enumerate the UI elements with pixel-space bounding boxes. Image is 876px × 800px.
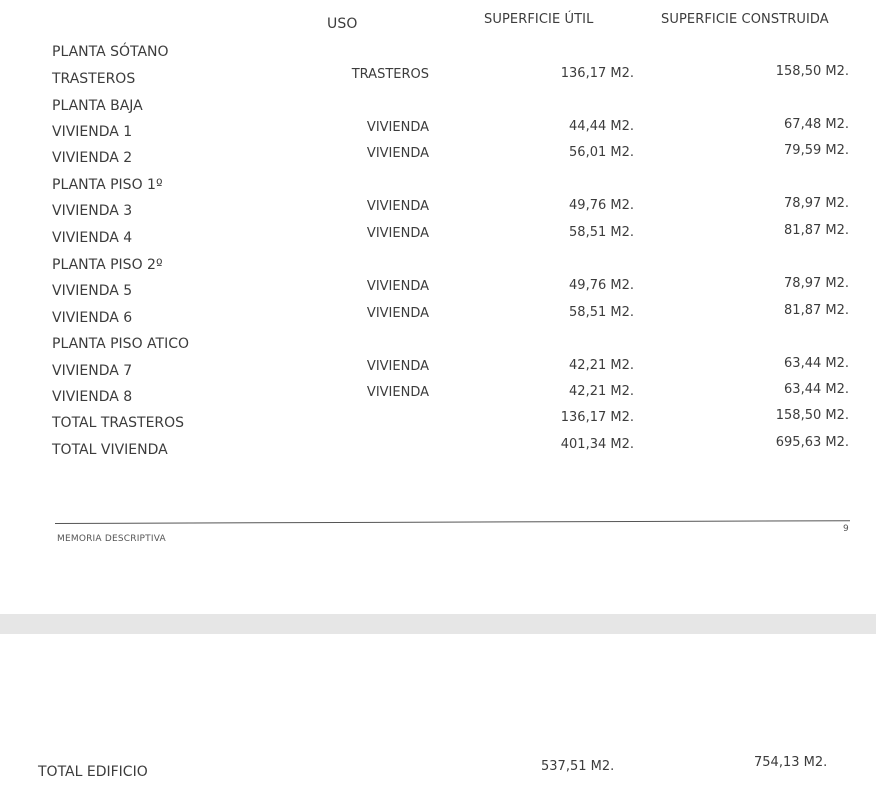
- row-superficie-construida: 158,50 M2.: [775, 408, 849, 423]
- row-superficie-util: 136,17 M2.: [560, 66, 634, 81]
- row-label: VIVIENDA 8: [52, 389, 133, 405]
- row-superficie-util: 42,21 M2.: [569, 358, 634, 373]
- row-label: VIVIENDA 4: [52, 230, 133, 246]
- row-superficie-util: 44,44 M2.: [569, 119, 634, 134]
- row-label: VIVIENDA 3: [52, 203, 133, 219]
- row-superficie-construida: 78,97 M2.: [784, 276, 849, 291]
- row-label: PLANTA SÓTANO: [52, 44, 169, 60]
- row-uso: VIVIENDA: [366, 279, 429, 294]
- row-label: PLANTA PISO 1º: [52, 177, 163, 193]
- row-superficie-util: 49,76 M2.: [569, 198, 634, 213]
- row-uso: VIVIENDA: [366, 359, 429, 374]
- table-row: [0, 177, 876, 201]
- row-uso: TRASTEROS: [351, 67, 429, 82]
- row-label: VIVIENDA 6: [52, 310, 133, 326]
- table-row: [0, 64, 876, 95]
- page-separator: [0, 614, 876, 634]
- total-edificio-construida: 754,13 M2.: [754, 755, 828, 770]
- row-uso: VIVIENDA: [366, 226, 429, 241]
- table-row: [0, 336, 876, 360]
- row-superficie-construida: 79,59 M2.: [784, 143, 849, 158]
- table-row: [0, 44, 876, 68]
- row-uso: VIVIENDA: [366, 146, 429, 161]
- table-row: [0, 276, 876, 307]
- row-label: TOTAL VIVIENDA: [52, 442, 168, 458]
- header-uso: USO: [327, 16, 358, 32]
- row-superficie-util: 42,21 M2.: [569, 384, 634, 399]
- row-superficie-util: 56,01 M2.: [569, 145, 634, 160]
- row-label: VIVIENDA 5: [52, 283, 133, 299]
- table-row: [0, 98, 876, 122]
- row-superficie-construida: 695,63 M2.: [775, 435, 849, 450]
- total-edificio-util: 537,51 M2.: [541, 759, 615, 774]
- table-row: [0, 117, 876, 148]
- row-superficie-util: 136,17 M2.: [560, 410, 634, 425]
- row-uso: VIVIENDA: [366, 199, 429, 214]
- footer-rule: [55, 520, 850, 524]
- row-uso: VIVIENDA: [366, 385, 429, 400]
- row-superficie-util: 58,51 M2.: [569, 225, 634, 240]
- row-uso: VIVIENDA: [366, 120, 429, 135]
- row-superficie-construida: 81,87 M2.: [784, 303, 849, 318]
- footer-title: MEMORIA DESCRIPTIVA: [57, 534, 166, 544]
- row-uso: VIVIENDA: [366, 306, 429, 321]
- page-number: 9: [843, 524, 849, 534]
- table-row: [0, 408, 876, 439]
- total-edificio-label: TOTAL EDIFICIO: [38, 764, 148, 780]
- table-row: [0, 196, 876, 227]
- row-superficie-construida: 78,97 M2.: [784, 196, 849, 211]
- table-row: [0, 382, 876, 413]
- row-superficie-util: 58,51 M2.: [569, 305, 634, 320]
- row-superficie-util: 49,76 M2.: [569, 278, 634, 293]
- row-superficie-construida: 158,50 M2.: [775, 64, 849, 79]
- row-label: PLANTA PISO 2º: [52, 257, 163, 273]
- row-label: VIVIENDA 1: [52, 124, 133, 140]
- table-row: [0, 223, 876, 254]
- row-superficie-construida: 81,87 M2.: [784, 223, 849, 238]
- table-row: [0, 435, 876, 466]
- row-superficie-construida: 63,44 M2.: [784, 382, 849, 397]
- table-row: [0, 303, 876, 334]
- row-superficie-construida: 67,48 M2.: [784, 117, 849, 132]
- row-label: VIVIENDA 7: [52, 363, 133, 379]
- row-label: TOTAL TRASTEROS: [52, 415, 185, 431]
- table-row: [0, 257, 876, 281]
- header-superficie-util: SUPERFICIE ÚTIL: [484, 12, 594, 27]
- header-superficie-construida: SUPERFICIE CONSTRUIDA: [661, 12, 829, 27]
- row-label: VIVIENDA 2: [52, 150, 133, 166]
- table-row: [0, 356, 876, 387]
- row-label: PLANTA PISO ATICO: [52, 336, 189, 352]
- row-label: TRASTEROS: [52, 71, 136, 87]
- table-row: [0, 143, 876, 174]
- row-superficie-construida: 63,44 M2.: [784, 356, 849, 371]
- row-label: PLANTA BAJA: [52, 98, 143, 114]
- row-superficie-util: 401,34 M2.: [560, 437, 634, 452]
